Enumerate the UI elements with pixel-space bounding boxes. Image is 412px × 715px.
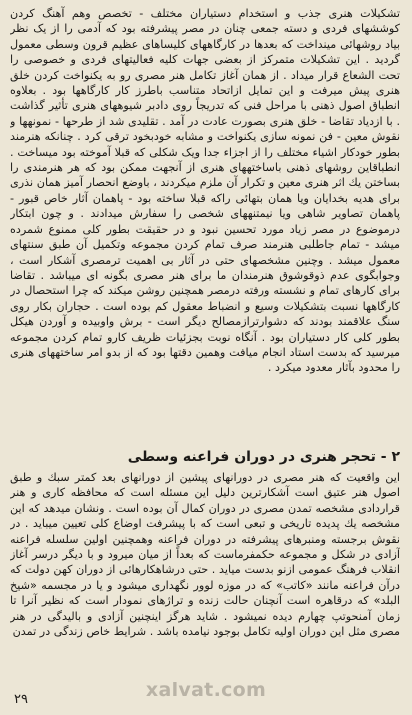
page-number: ۲۹ xyxy=(14,692,28,707)
section-heading: ۲ - تحجر هنری در دوران فراعنه وسطی xyxy=(127,449,400,465)
page-footer xyxy=(0,675,412,715)
body-paragraph-2: این واقعیت که هنر مصری در دورانهای پیشین از دورانهای بعد کمتر سبك و طبق اصول هنر عتیق است آشکارترین دلیل این مسئله است که محافظه کاری و هنر قراردادی مشخصه تمدن مصری در دوران کمال آن بوده است . ونشان میدهد که این مشخصه یك پدیده تاریخی و تبعی است که با پیشرفت اوضاع کلی تعیین میباید . در نقوش برجسته ومنبرهای پیشرفته در دوران فراعنه وهمچنین اولین سلسله فراعنه آزادی در شکل و مجموعه حکمفرماست که بعداً از میان میرود و با دیگر درسر آغاز انقلاب فرهنگ عمومی ازنو بدست میاید . حتی درشاهکارهائی از دوران کهن دولت که درآن فراعنه مانند «کاتب» که در موزه لوور نگهداری میشود و یا در مجسمه «شیخ البلد» که درقاهره است آنچنان حالت زنده و تراژهای نمودار است که نظیر آنرا تا زمان آمنحوتپ چهارم دیده نمیشود . شاید هرگز اینچنین آزادی و بالیدگی در هنر مصری مثل این دوران اولیه تکامل بوجود نیامده باشد . شرایط خاص زندگی در تمدن xyxy=(10,471,400,639)
body-paragraph-1: تشکیلات هنری جذب و استخدام دستیاران مختلف - تخصص وهم آهنگ کردن کوششهای فردی و دسته جمعی چنان در مصر پیشرفته بود که آدمی را از یک نظر بیاد روشهائی مینداخت که بعدها در کارگاههای کلیساهای عظیم قرون وسطی معمول گردید . این تشکیلات متمرکز از بعضی جهات کلیه فعالیتهای فردی و خصوصی را تحت الشعاع قرار میداد . از همان آغاز تکامل هنر مصری رو به یکنواخت کردن خلق هنری پیش میرفت و این تمایل ازاتحاد متناسب باطرز کار کارگاهها بود . بعلاوه انطباق اصول ذهنی با مراحل فنی که تدریجاً روی دادبر شیوههای هنری تأثیر گذاشت . با ازدیاد تقاضا - خلق هنری بصورت عادت در آمد . تقلیدی شد از طرحها - نمونهها و نقوش معین - فن نمونه سازی یکنواخت و مشابه خودبخود ترقی کرد . چنانکه هنرمند بطور خودکار اشیاء مختلف را از اجزاء جدا ویک شکلی که قبلا آموخته بود میساخت . انطباقاین روشهای ذهنی باساختههای هنری از آنجهت ممکن بود که هر هنرمندی را بساختن یك اثر هنری معین و تکرار آن ملزم میکردند ، باوضع انحصار آمیز همان نذری برای هدیه بخدایان ویا همان بتهائی راکه قبلا ساخته بود - پاهمان آثار خاص قبور - پاهمان تصاویر شاهی ویا نیمتنههای شخصی را سفارش میدادند . و چون ابتکار درموضوع در مصر زیاد مورد تحسین نبود و در حقیقت بطور کلی ممنوع شمرده میشد - تمام جاطلبی هنرمند صرف تمام کردن مجموعه وتکمیل آن طبق سنتهای معمول میشد . وچنین مشخصهای حتی در آثار بی اهمیت ترمصری آشکار است ، وجوابگوی عدم ذوقوشوق هنرمندان ما برای هنر مصری بگونه ای میباشد . تقاضا برای کارهای تمام و نشسته ورفته درمصر همچنین روشن میکند که چرا استحصال در کارگاهها نسبت بتشکیلات وسیع و انضباط معقول کم بوده است . حجاران بکار روی سنگ علاقمند بودند که دشوارترازمصالح دیگر است - برش واوبیده و آوردن هیکل بطور کلی کار دستیاران بود . آنگاه نوبت بجزئیات ظریف کارو تمام کردن مجموعه میرسید که بدست استاد انجام میافت وهمین دقتها بود که از بدو امر ساختههای هنری را محدود بآثار معدود میکرد . xyxy=(10,7,400,375)
site-watermark: xalvat.com xyxy=(145,679,267,701)
